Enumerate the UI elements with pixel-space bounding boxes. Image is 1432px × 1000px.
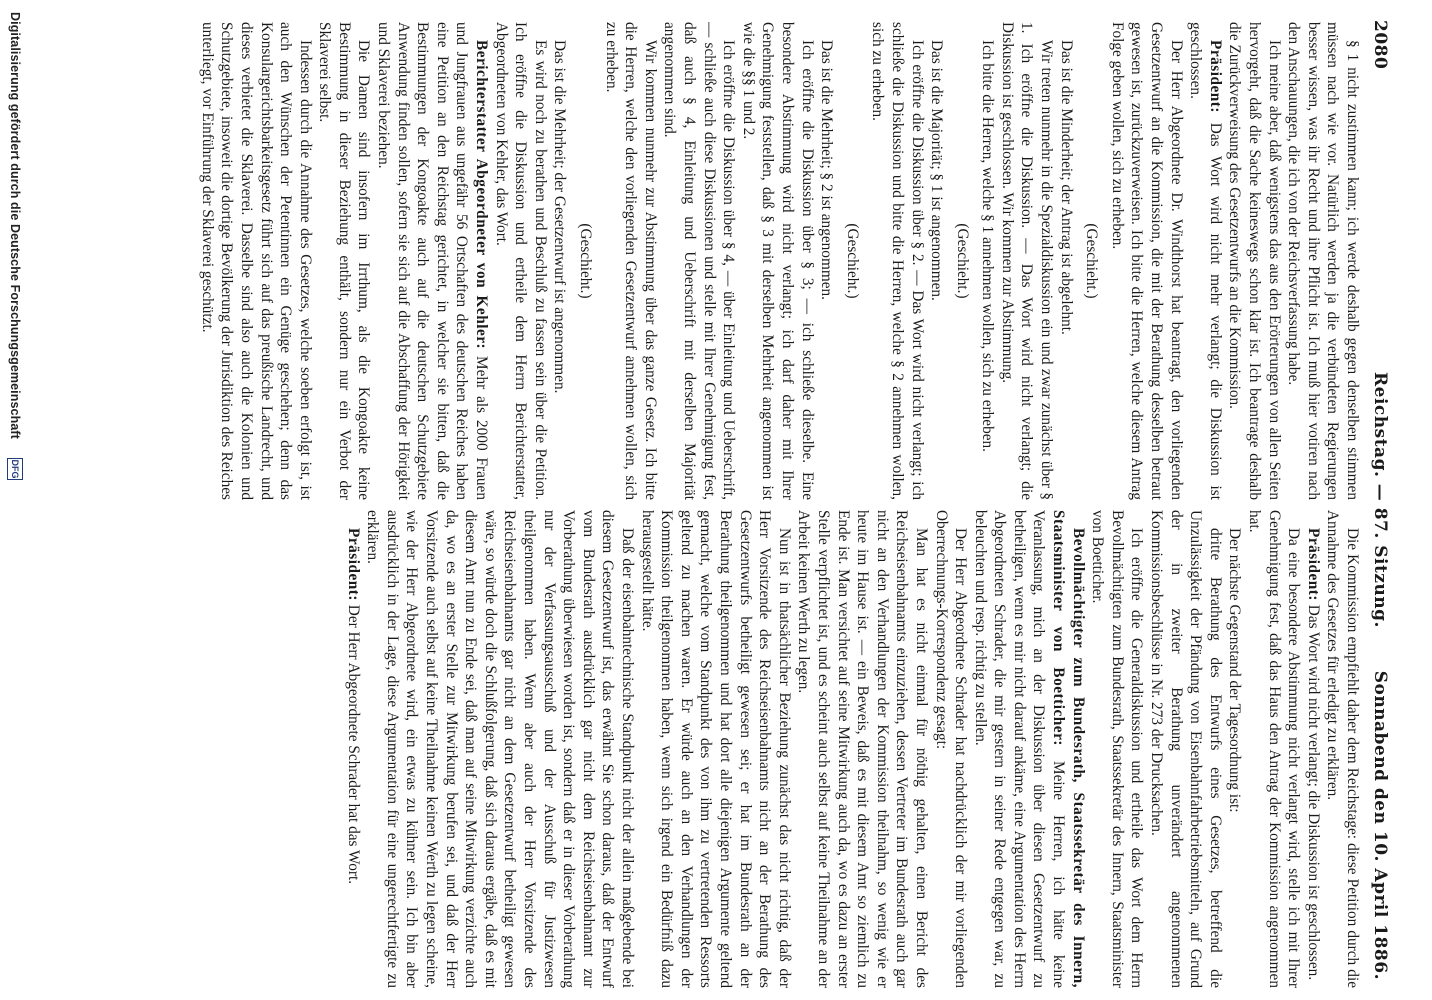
paragraph: Das ist die Mehrheit; § 2 ist angenommen. [818, 40, 836, 301]
paragraph: Indessen durch die Annahme des Gesetzes, welche soeben erfolgt ist, ist auch den Wünschen der Petentinnen ein Genüge geschehen; denn das Konsulargerichtsbarkeitsgesetz führt sich auf das preußische Landrecht, und dieses verbietet die Sklaverei. Dasselbe sind also auch die Kolonien und Schutzgebiete, insoweit die dortige Bevölkerung der Jurisdiktion des Reiches unterliegt, vor Einführung der Sklaverei geschützt. [198, 22, 314, 500]
paragraph: § 1 nicht zustimmen kann; ich werde deshalb gegen denselben stimmen müssen nach wie vor. Natürlich werden ja die verbündeten Regierungen besser wissen, was ihr Recht und ihre Pflicht ist. Ich muß hier votiren nach den Anschauungen, die ich von der Reichsverfassung habe. [1285, 22, 1361, 500]
paragraph: Berichterstatter Abgeordneter von Kehler: Mehr als 2000 Frauen und Jungfrauen aus ungefähr 56 Ortschaften des deutschen Reiches haben eine Petition an den Reichstag gerichtet, in welcher sie bitten, daß die Bestimmungen der Kongoakte auch auf die deutschen Schutzgebiete Anwendung finden sollen, sofern sie sich auf die Abschaffung der Hörigkeit und Sklaverei beziehen. [375, 22, 491, 500]
page-number: 2080 [1370, 20, 1390, 70]
paragraph: Präsident: Das Wort wird nicht verlangt; die Diskussion ist geschlossen. [1304, 528, 1322, 981]
paragraph: Ich bitte die Herren, welche § 1 annehmen wollen, sich zu erheben. [979, 40, 997, 453]
paragraph: Ich eröffne die Diskussion über § 2. — Das Wort wird nicht verlangt; ich schließe die Diskussion und bitte die Herren, welche § 2 annehmen wollen, sich zu erheben. [869, 22, 926, 500]
digitization-note: Digitalisierung gefördert durch die Deutsche Forschungsgemeinschaft [8, 12, 22, 439]
paragraph: Die Damen sind insofern im Irrthum, als die Kongoakte keine Bestimmung in dieser Beziehung enthält, sondern nur ein Verbot der Sklaverei selbst. [316, 22, 373, 500]
paragraph: Bevollmächtigter zum Bundesrath, Staatssekretär des Innern, Staatsminister von Boetticher: Meine Herren, ich hätte keine Veranlassung, mich an der Diskussion über diesen Gesetzentwurf zu betheiligen, wenn es mir nicht darauf ankäme, eine Argumentation des Herrn Abgeordneten Schrader, die mir gestern in seiner Rede entgegen war, zu beleuchten und resp. richtig zu stellen. [971, 510, 1087, 988]
paragraph: Nun ist in thatsächlicher Beziehung zunächst das nicht richtig, daß der Herr Vorsitzende des Reichseisenbahnamts nicht an der Berathung des Gesetzentwurfs betheiligt gewesen sei; er hat im Bundesrath an der Berathung theilgenommen und hat dort alle diejenigen Argumente geltend gemacht, welche vom Standpunkt des von ihm zu vertretenden Ressorts geltend zu machen waren. Er würde auch an den Verhandlungen der Kommission theilgenommen haben, wenn sich irgend ein Bedürfniß dazu herausgestellt hätte. [638, 510, 793, 988]
paragraph: (Geschieht.) [1083, 223, 1101, 299]
text-column-left [52, 22, 1362, 500]
text-column-right [52, 510, 1362, 988]
session-date: Sonnabend den 10. April 1886. [1370, 670, 1390, 980]
paragraph: Daß der eisenbahntechnische Standpunkt nicht der allein maßgebende bei diesem Gesetzentwurf ist, das erwähnt Sie schon daraus, daß der Entwurf vom Bundesrath ausdrücklich gar nicht dem Reichseisenbahnamt zur Vorberathung überwiesen worden ist, sondern daß er in dieser Vorberathung nur der Verfassungsausschuß und der Ausschuß für Justizwesen theilgenommen haben. Wenn aber auch der Herr Vorsitzende des Reichseisenbahnamts gar nicht an dem Gesetzentwurf betheiligt gewesen wäre, so würde doch die Schlußfolgerung, daß sich daraus ergäbe, daß es mit diesem Amt nun zu Ende sei, daß man auf seine Mitwirkung verzichte auch da, wo es an erster Stelle zur Mitwirkung berufen sei, und daß der Herr Vorsitzende auch selbst auf keine Theilnahme keinen Werth zu legen scheine, wie der Herr Abgeordnete wird, ein etwas zu kühner sein. Ich bin aber ausdrücklich in der Lage, diese Argumentation für eine ungerechtfertigte zu erklären. [364, 510, 637, 988]
paragraph: Präsident: Der Herr Abgeordnete Schrader hat das Wort. [344, 528, 362, 885]
speaker-name: Präsident: [1206, 40, 1224, 113]
digitization-footer [2, 0, 26, 1000]
page-header [1366, 20, 1396, 980]
speaker-name: Präsident: [344, 528, 362, 601]
speaker-name: Berichterstatter Abgeordneter von Kehler: [473, 40, 491, 350]
paragraph: Ich meine aber, daß wenigstens das aus den Erörterungen von allen Seiten hervorgeht, daß die Sache keineswegs schon klar ist. Ich beantrage deshalb die Zurückverweisung des Gesetzentwurfs an die Kommission. [1226, 22, 1283, 500]
paragraph: Das ist die Mehrheit; der Gesetzentwurf ist angenommen. [551, 40, 569, 394]
paragraph: dritte Berathung des Entwurfs eines Gesetzes, betreffend die Unzulässigkeit der Pfändung von Eisenbahnfahrbetriebsmitteln, auf Grund der in zweiter Berathung unverändert angenommenen Kommissionsbeschlüsse in Nr. 273 der Drucksachen. [1148, 510, 1224, 988]
paragraph: Das ist die Minderheit; der Antrag ist abgelehnt. [1057, 40, 1075, 335]
paragraph: Ich eröffne die Diskussion über § 3; — ich schließe dieselbe. Eine besondere Abstimmung wird nicht verlangt; ich darf daher mit Ihrer Genehmigung feststellen, daß § 3 mit derselben Mehrheit angenommen ist wie die §§ 1 und 2. [739, 22, 816, 500]
paragraph: Die Kommission empfiehlt daher dem Reichstage: diese Petition durch die Annahme des Gesetzes für erledigt zu erklären. [1324, 510, 1361, 988]
paragraph: (Geschieht.) [843, 223, 861, 299]
paragraph: Ich eröffne die Generaldiskussion und ertheile das Wort dem Herrn Bevollmächtigten zum Bundesrath, Staatssekretär des Innern, Staatsminister von Boetticher. [1089, 510, 1146, 988]
paragraph: Der Herr Abgeordnete Schrader hat nachdrücklich der mir vorliegenden Oberrechnungs-Korrespondenz gesagt: [932, 510, 970, 988]
paragraph: (Geschieht.) [953, 223, 971, 299]
paragraph: Es wird noch zu berathen und Beschluß zu fassen sein über die Petition. Ich eröffne die Diskussion und ertheile dem Herrn Berichterstatter, Abgeordneten von Kehler, das Wort. [492, 22, 549, 500]
paragraph: Präsident: Das Wort wird nicht mehr verlangt; die Diskussion ist geschlossen. [1187, 22, 1224, 500]
paragraph: Man hat es nicht einmal für nöthig gehalten, einen Bericht des Reichseisenbahnamts einzuziehen, dessen Vertreter im Bundesrath auch gar nicht an den Verhandlungen der Kommission theilnahm, so wenig wie er heute im Hause ist. — ein Beweis, daß es mit diesem Amt so ziemlich zu Ende ist. Man versichtet auf seine Mitwirkung auch da, wo es dazu an erster Stelle verpflichtet ist, und es scheint auch selbst auf keine Theilnahme an der Arbeit keinen Werth zu legen. [795, 510, 930, 988]
dfg-logo: DFG [7, 458, 23, 480]
paragraph: Der Herr Abgeordnete Dr. Windthorst hat beantragt, den vorliegenden Gesetzentwurf an die Kommission, die mit der Berathung desselben betraut gewesen ist, zurückzuverweisen. Ich bitte die Herren, welche diesem Antrag Folge geben wollen, sich zu erheben. [1108, 22, 1185, 500]
paragraph: Wir kommen nunmehr zur Abstimmung über das ganze Gesetz. Ich bitte die Herren, welche den vorliegenden Gesetzentwurf annehmen wollen, sich zu erheben. [602, 22, 659, 500]
paragraph: Wir treten nunmehr in die Spezialdiskussion ein und zwar zunächst über § 1. Ich eröffne die Diskussion. — Das Wort wird nicht verlangt; die Diskussion ist geschlossen. Wir kommen zur Abstimmung. [998, 22, 1056, 500]
paragraph: Da eine besondere Abstimmung nicht verlangt wird, stelle ich mit Ihrer Genehmigung fest, daß das Haus den Antrag der Kommission angenommen hat. [1246, 510, 1303, 988]
paragraph: Der nächste Gegenstand der Tagesordnung ist: [1226, 528, 1244, 813]
speaker-name: Präsident: [1304, 528, 1322, 601]
speaker-name: Bevollmächtigter zum Bundesrath, Staatssekretär des Innern, Staatsminister von Boetticher: [1050, 510, 1087, 988]
paragraph: (Geschieht.) [577, 223, 595, 299]
paragraph: Ich eröffne die Diskussion über § 4, — über Einleitung und Ueberschrift, — schließe auch diese Diskussionen und stelle mit Ihrer Genehmigung fest, daß auch § 4, Einleitung und Ueberschrift mit derselben Majorität angenommen sind. [661, 22, 738, 500]
paragraph: Das ist die Majorität; § 1 ist angenommen. [928, 40, 946, 301]
page-running-title: Reichstag. — 87. Sitzung. [1370, 372, 1390, 628]
